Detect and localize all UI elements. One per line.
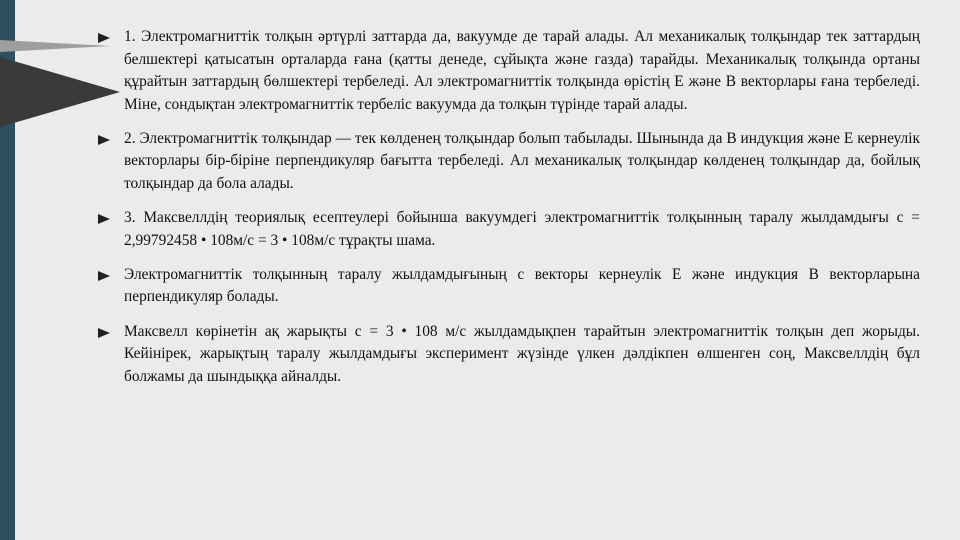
bullet-arrow-icon xyxy=(98,328,110,338)
bullet-arrow-icon xyxy=(98,33,110,43)
bullet-item-2 xyxy=(98,128,920,196)
bullet-item-3 xyxy=(98,207,920,252)
bullet-text-1: 1. Электромагниттік толқын әртүрлі заттарда да, вакуумде де тарай алады. Ал механикалық толқындар тек заттардың белшектері қатысатын орталарда ғана (қатты денеде, сұйықта және газда) тарайды. Механикалық толқында ортаны құрайтын заттардың бөлшектері тербеледі. Ал электромагниттік толқында өрістің Е және В векторлары ғана тербеледі. Міне, сондықтан электромагниттік тербеліс вакуумда да толқын түрінде тарай алады. xyxy=(124,28,920,113)
bullet-item-5 xyxy=(98,321,920,389)
slide-content xyxy=(98,26,920,400)
bullet-text-5: Максвелл көрінетін ақ жарықты с = 3 • 108 м/с жылдамдықпен тарайтын электромагниттік толқын деп жорыды. Кейінірек, жарықтың таралу жылдамдығы эксперимент жүзінде үлкен дәлдікпен өлшенген соң, Максвеллдің бұл болжамы да шындыққа айналды. xyxy=(124,322,920,385)
bullet-text-4: Электромагниттік толқынның таралу жылдамдығының с векторы кернеулік Е және индукция В векторларына перпендикуляр болады. xyxy=(124,265,920,306)
decorative-arrow-light xyxy=(0,40,110,52)
bullet-arrow-icon xyxy=(98,135,110,145)
bullet-arrow-icon xyxy=(98,271,110,281)
bullet-arrow-icon xyxy=(98,214,110,224)
bullet-item-4 xyxy=(98,264,920,309)
bullet-text-3: 3. Максвеллдің теориялық есептеулері бойынша вакуумдегі электромагниттік толқынның таралу жылдамдығы с = 2,99792458 • 108м/с = 3 • 108м/с тұрақты шама. xyxy=(124,209,920,249)
bullet-text-2: 2. Электромагниттік толқындар — тек көлденең толқындар болып табылады. Шынында да В индукция және Е кернеулік векторлары бір-біріне перпендикуляр бағытта тербеледі. Ал механикалық толқындар көлденең толқындар да, бойлық толқындар да бола алады. xyxy=(124,129,920,193)
bullet-item-1 xyxy=(98,26,920,116)
